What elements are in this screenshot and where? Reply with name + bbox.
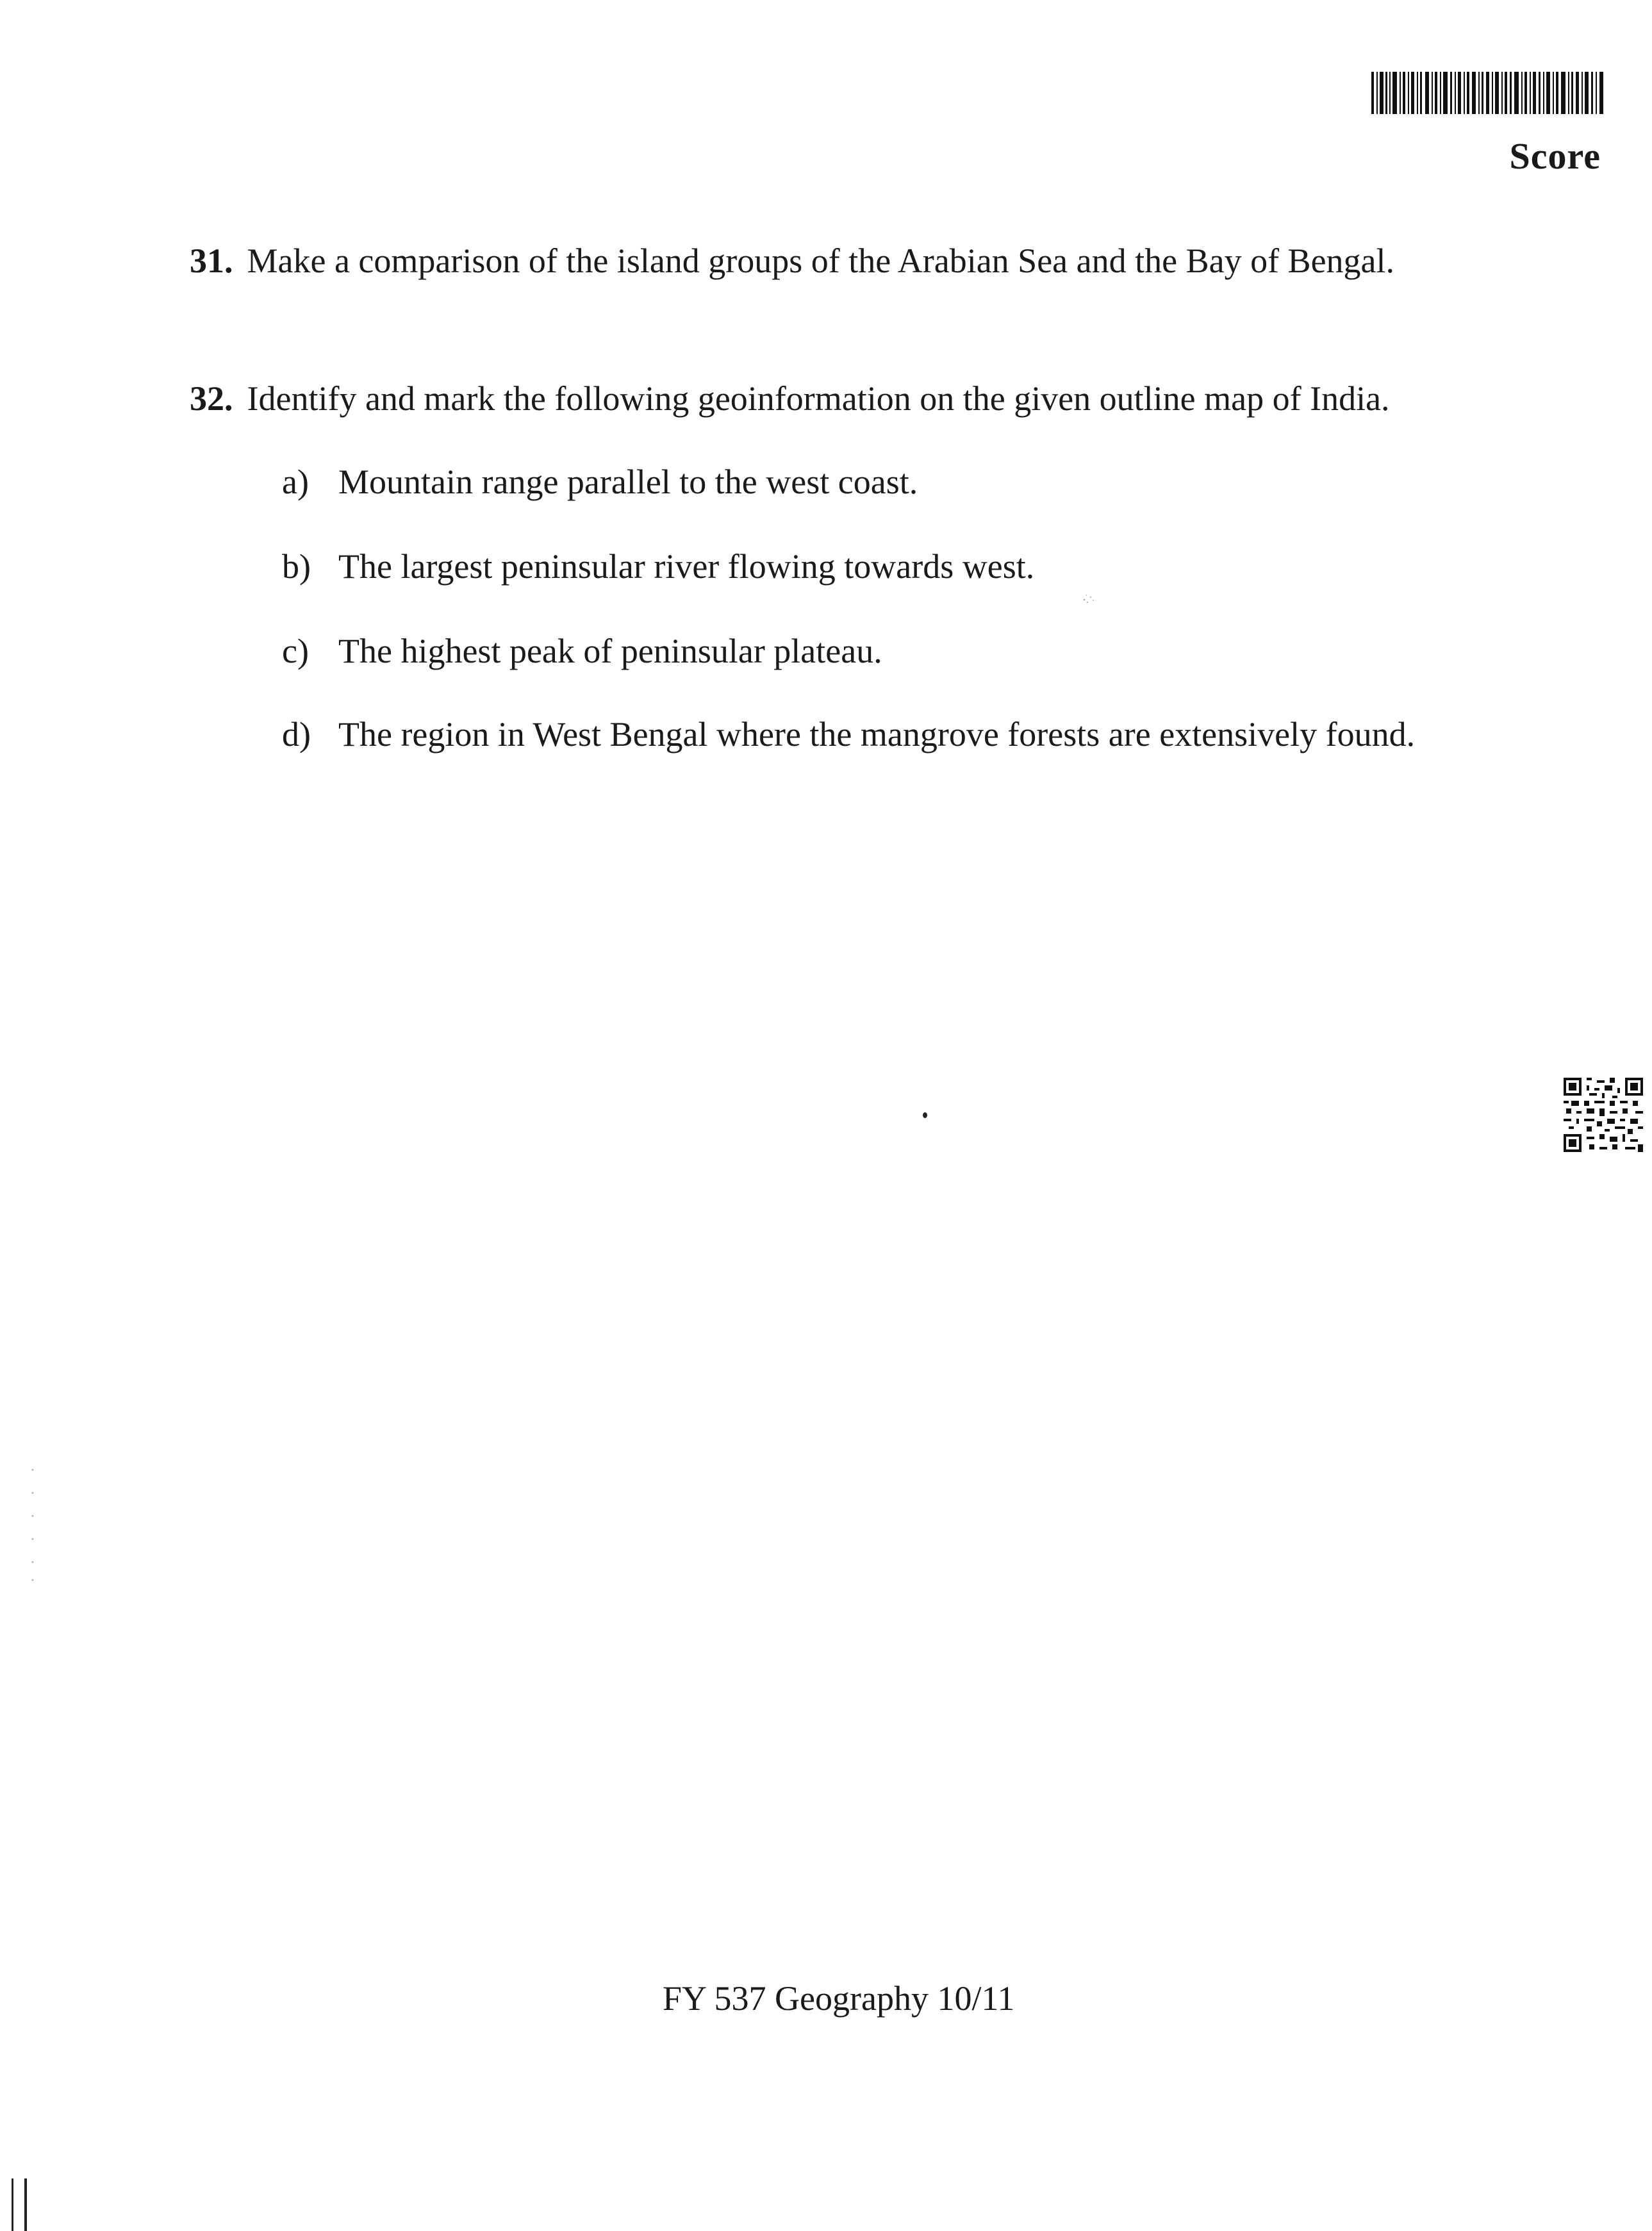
qr-code-icon [1564, 1078, 1643, 1152]
barcode-icon [1371, 72, 1605, 114]
question-number: 31. [190, 242, 233, 280]
margin-bars [9, 2178, 32, 2231]
margin-dots [31, 1467, 35, 1583]
question-text: Identify and mark the following geoinformation on the given outline map of India. [247, 379, 1390, 418]
item-label: a) [282, 463, 309, 501]
item-text: The largest peninsular river flowing towards west. [338, 547, 1035, 586]
question-32-item-d [282, 714, 1415, 755]
scan-speckle [1082, 588, 1096, 605]
item-label: b) [282, 547, 311, 586]
item-text: The region in West Bengal where the mangrove forests are extensively found. [338, 715, 1416, 753]
question-32-item-b [282, 546, 1034, 588]
stray-dot [923, 1112, 927, 1118]
question-32-item-c [282, 630, 882, 672]
question-number: 32. [190, 379, 233, 418]
question-32 [190, 378, 1390, 420]
question-32-item-a [282, 461, 918, 503]
item-label: c) [282, 632, 309, 670]
question-text: Make a comparison of the island groups of the Arabian Sea and the Bay of Bengal. [247, 242, 1395, 280]
item-text: The highest peak of peninsular plateau. [338, 632, 882, 670]
score-label: Score [1509, 135, 1601, 177]
item-label: d) [282, 715, 311, 753]
question-31 [190, 240, 1394, 282]
item-text: Mountain range parallel to the west coast. [338, 463, 918, 501]
page-footer: FY 537 Geography 10/11 [663, 1979, 1015, 2018]
